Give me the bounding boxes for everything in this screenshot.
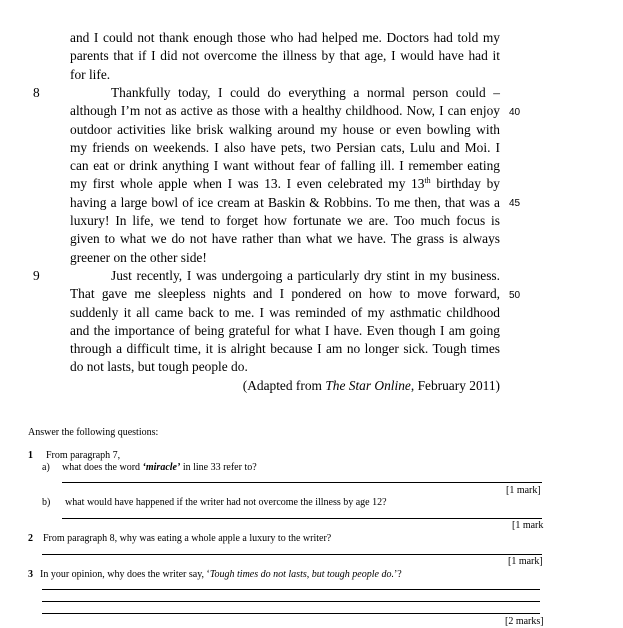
question-text: From paragraph 8, why was eating a whole apple a luxury to the writer? [43, 533, 332, 544]
passage-line: greener on the other side! [70, 249, 207, 265]
passage-line: through a difficult time, it is alright because I am no longer sick. Tough times [70, 341, 500, 357]
passage-line: parents that if I did not overcome the illness by that age, I would have had it [70, 48, 500, 64]
passage-line: given to what we do not have rather than what we have. The grass is always [70, 231, 500, 247]
source-citation [70, 377, 500, 395]
answer-line[interactable] [42, 554, 542, 555]
passage-line: and I could not thank enough those who had helped me. Doctors had told my [70, 30, 500, 45]
mark-allocation: [2 marks] [505, 616, 544, 627]
instruction: Answer the following questions: [28, 427, 159, 438]
question-stem: From paragraph 7, [46, 450, 121, 461]
answer-line[interactable] [62, 482, 542, 483]
question-text [40, 569, 402, 581]
answer-line[interactable] [42, 601, 540, 602]
passage-line: luxury! In life, we tend to forget how fortunate we are. Too much focus is [70, 213, 500, 228]
mark-allocation: [1 mark] [508, 556, 543, 567]
source-publication: The Star Online [325, 377, 411, 393]
question-number: 1 [28, 450, 33, 461]
mark-allocation: [1 mark [512, 520, 544, 531]
question-text-part: ’? [393, 569, 402, 580]
question-number: 2 [28, 533, 33, 544]
passage-line: suddenly it all came back to me. I was reminded of my asthmatic childhood [70, 304, 500, 320]
passage-line: for life. [70, 66, 111, 82]
subquestion-label: b) [42, 497, 51, 508]
source-suffix: , February 2011) [410, 377, 500, 393]
mark-allocation: [1 mark] [506, 485, 541, 496]
quoted-phrase: Tough times do not lasts, but tough people do. [209, 569, 394, 580]
line-number: 50 [509, 290, 521, 301]
passage-text: birthday by [430, 176, 500, 192]
passage-line: Just recently, I was undergoing a particularly dry stint in my business. [111, 267, 500, 283]
answer-line[interactable] [42, 613, 540, 614]
passage-line: although I’m not as active as those with a healthy childhood. Now, I can enjoy [70, 103, 500, 119]
key-word: ‘miracle’ [142, 462, 181, 473]
passage-line: That gave me sleepless nights and I pondered on how to move forward, [70, 286, 500, 302]
passage-line: do not lasts, but tough people do. [70, 359, 248, 375]
passage-line: outdoor activities like brisk walking around my house or even bowling with [70, 121, 500, 137]
passage-text: my first whole apple when I was 13. I even celebrated my 13 [70, 176, 425, 192]
paragraph-number: 9 [33, 267, 40, 283]
passage-line: having a large bowl of ice cream at Baskin & Robbins. To me then, that was a [70, 194, 500, 210]
answer-line[interactable] [62, 518, 542, 519]
question-text: what would have happened if the writer had not overcome the illness by age 12? [65, 497, 387, 508]
question-text-part: what does the word [62, 462, 143, 473]
passage-line: can eat or drink anything I want without fear of falling ill. I remember eating [70, 158, 500, 174]
question-text-part: in line 33 refer to? [180, 462, 257, 473]
question-number: 3 [28, 569, 33, 580]
line-number: 40 [509, 107, 521, 118]
passage-line: Thankfully today, I could do everything a normal person could – [111, 84, 500, 100]
question-text-part: In your opinion, why does the writer say, ‘ [40, 569, 210, 580]
line-number: 45 [509, 198, 521, 209]
subquestion-label: a) [42, 462, 50, 473]
question-text [62, 462, 257, 474]
passage-line: my friends on weekends. I also have pets, two Persian cats, Lulu and Moi. I [70, 139, 500, 155]
paragraph-number: 8 [33, 84, 40, 100]
passage-line: and the importance of being grateful for what I have. Even though I am going [70, 322, 500, 338]
superscript: th [424, 176, 431, 186]
source-prefix: (Adapted from [242, 377, 326, 393]
passage-line [70, 175, 500, 193]
answer-line[interactable] [42, 589, 540, 590]
